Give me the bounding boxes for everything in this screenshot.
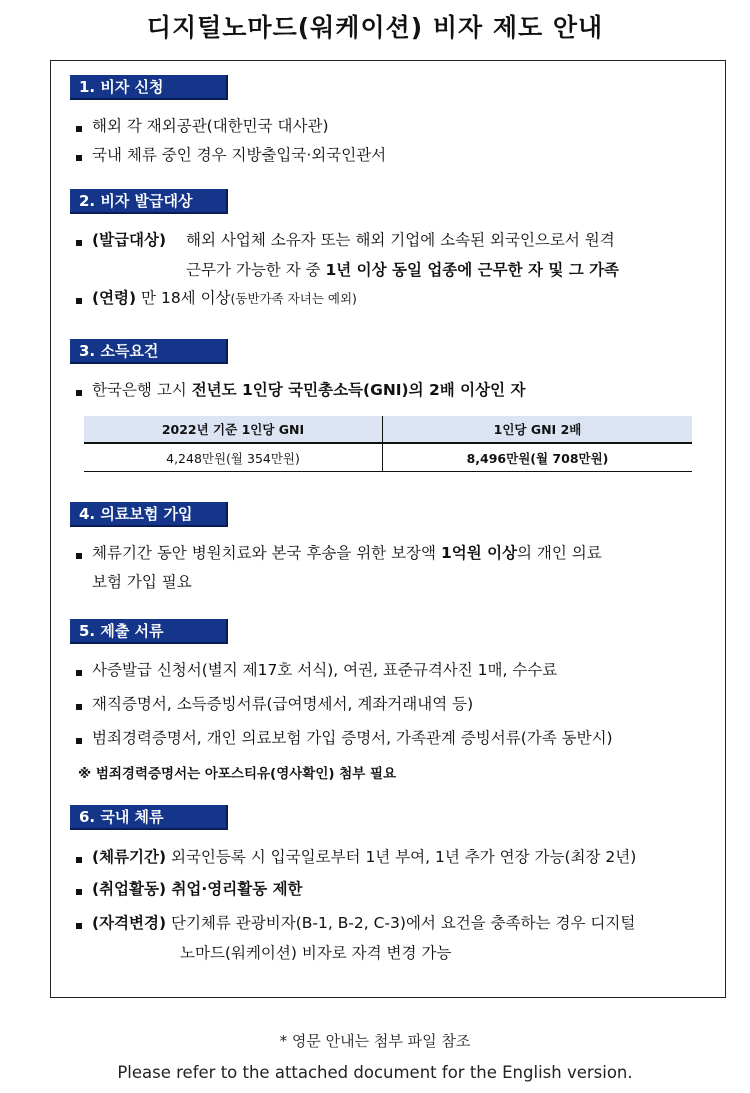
section-6-heading: 6. 국내 체류 — [70, 805, 228, 830]
s6-item-2: (취업활동) 취업·영리활동 제한 — [92, 880, 303, 898]
s2-age: (연령) 만 18세 이상(동반가족 자녀는 예외) — [92, 289, 357, 307]
bullet-icon — [76, 553, 82, 559]
bullet-icon — [76, 889, 82, 895]
table-header-cell: 2022년 기준 1인당 GNI — [84, 416, 383, 443]
bullet-icon — [76, 155, 82, 161]
s2-target-label: (발급대상) — [92, 231, 167, 249]
s3-item: 한국은행 고시 전년도 1인당 국민총소득(GNI)의 2배 이상인 자 — [92, 381, 526, 399]
s2-target-line1: 해외 사업체 소유자 또는 해외 기업에 소속된 외국인으로서 원격 — [186, 231, 615, 249]
s6-item-1: (체류기간) 외국인등록 시 입국일로부터 1년 부여, 1년 추가 연장 가능(최장 2년) — [92, 848, 637, 866]
section-2-heading: 2. 비자 발급대상 — [70, 189, 228, 214]
table-cell: 4,248만원(월 354만원) — [84, 443, 383, 472]
s4-line1: 체류기간 동안 병원치료와 본국 후송을 위한 보장액 1억원 이상의 개인 의료 — [92, 544, 602, 562]
bullet-icon — [76, 670, 82, 676]
footer-korean: * 영문 안내는 첨부 파일 참조 — [279, 1032, 471, 1050]
s6-item-3-line2: 노마드(워케이션) 비자로 자격 변경 가능 — [180, 944, 452, 962]
bullet-icon — [76, 240, 82, 246]
s1-item-1: 해외 각 재외공관(대한민국 대사관) — [92, 117, 329, 135]
s2-target-line2: 근무가 가능한 자 중 1년 이상 동일 업종에 근무한 자 및 그 가족 — [186, 261, 620, 279]
table-cell: 8,496만원(월 708만원) — [383, 443, 693, 472]
section-5-heading: 5. 제출 서류 — [70, 619, 228, 644]
s5-note: ※ 범죄경력증명서는 아포스티유(영사확인) 첨부 필요 — [78, 766, 397, 782]
s1-item-2: 국내 체류 중인 경우 지방출입국·외국인관서 — [92, 146, 387, 164]
page-title: 디지털노마드(워케이션) 비자 제도 안내 — [146, 13, 604, 42]
bullet-icon — [76, 298, 82, 304]
bullet-icon — [76, 923, 82, 929]
table-header-row — [84, 416, 692, 443]
section-1-heading: 1. 비자 신청 — [70, 75, 228, 100]
section-3-heading: 3. 소득요건 — [70, 339, 228, 364]
bullet-icon — [76, 738, 82, 744]
bullet-icon — [76, 704, 82, 710]
s5-item-3: 범죄경력증명서, 개인 의료보험 가입 증명서, 가족관계 증빙서류(가족 동반시) — [92, 729, 613, 747]
section-4-heading: 4. 의료보험 가입 — [70, 502, 228, 527]
table-header-cell: 1인당 GNI 2배 — [383, 416, 693, 443]
bullet-icon — [76, 390, 82, 396]
footer-english: Please refer to the attached document for the English version. — [117, 1063, 633, 1082]
s6-item-3: (자격변경) 단기체류 관광비자(B-1, B-2, C-3)에서 요건을 충족하는 경우 디지털 — [92, 914, 636, 932]
bullet-icon — [76, 857, 82, 863]
table-row — [84, 443, 692, 472]
s5-item-1: 사증발급 신청서(별지 제17호 서식), 여권, 표준규격사진 1매, 수수료 — [92, 661, 558, 679]
s4-line2: 보험 가입 필요 — [92, 573, 192, 591]
gni-table — [84, 416, 692, 472]
s5-item-2: 재직증명서, 소득증빙서류(급여명세서, 계좌거래내역 등) — [92, 695, 474, 713]
bullet-icon — [76, 126, 82, 132]
